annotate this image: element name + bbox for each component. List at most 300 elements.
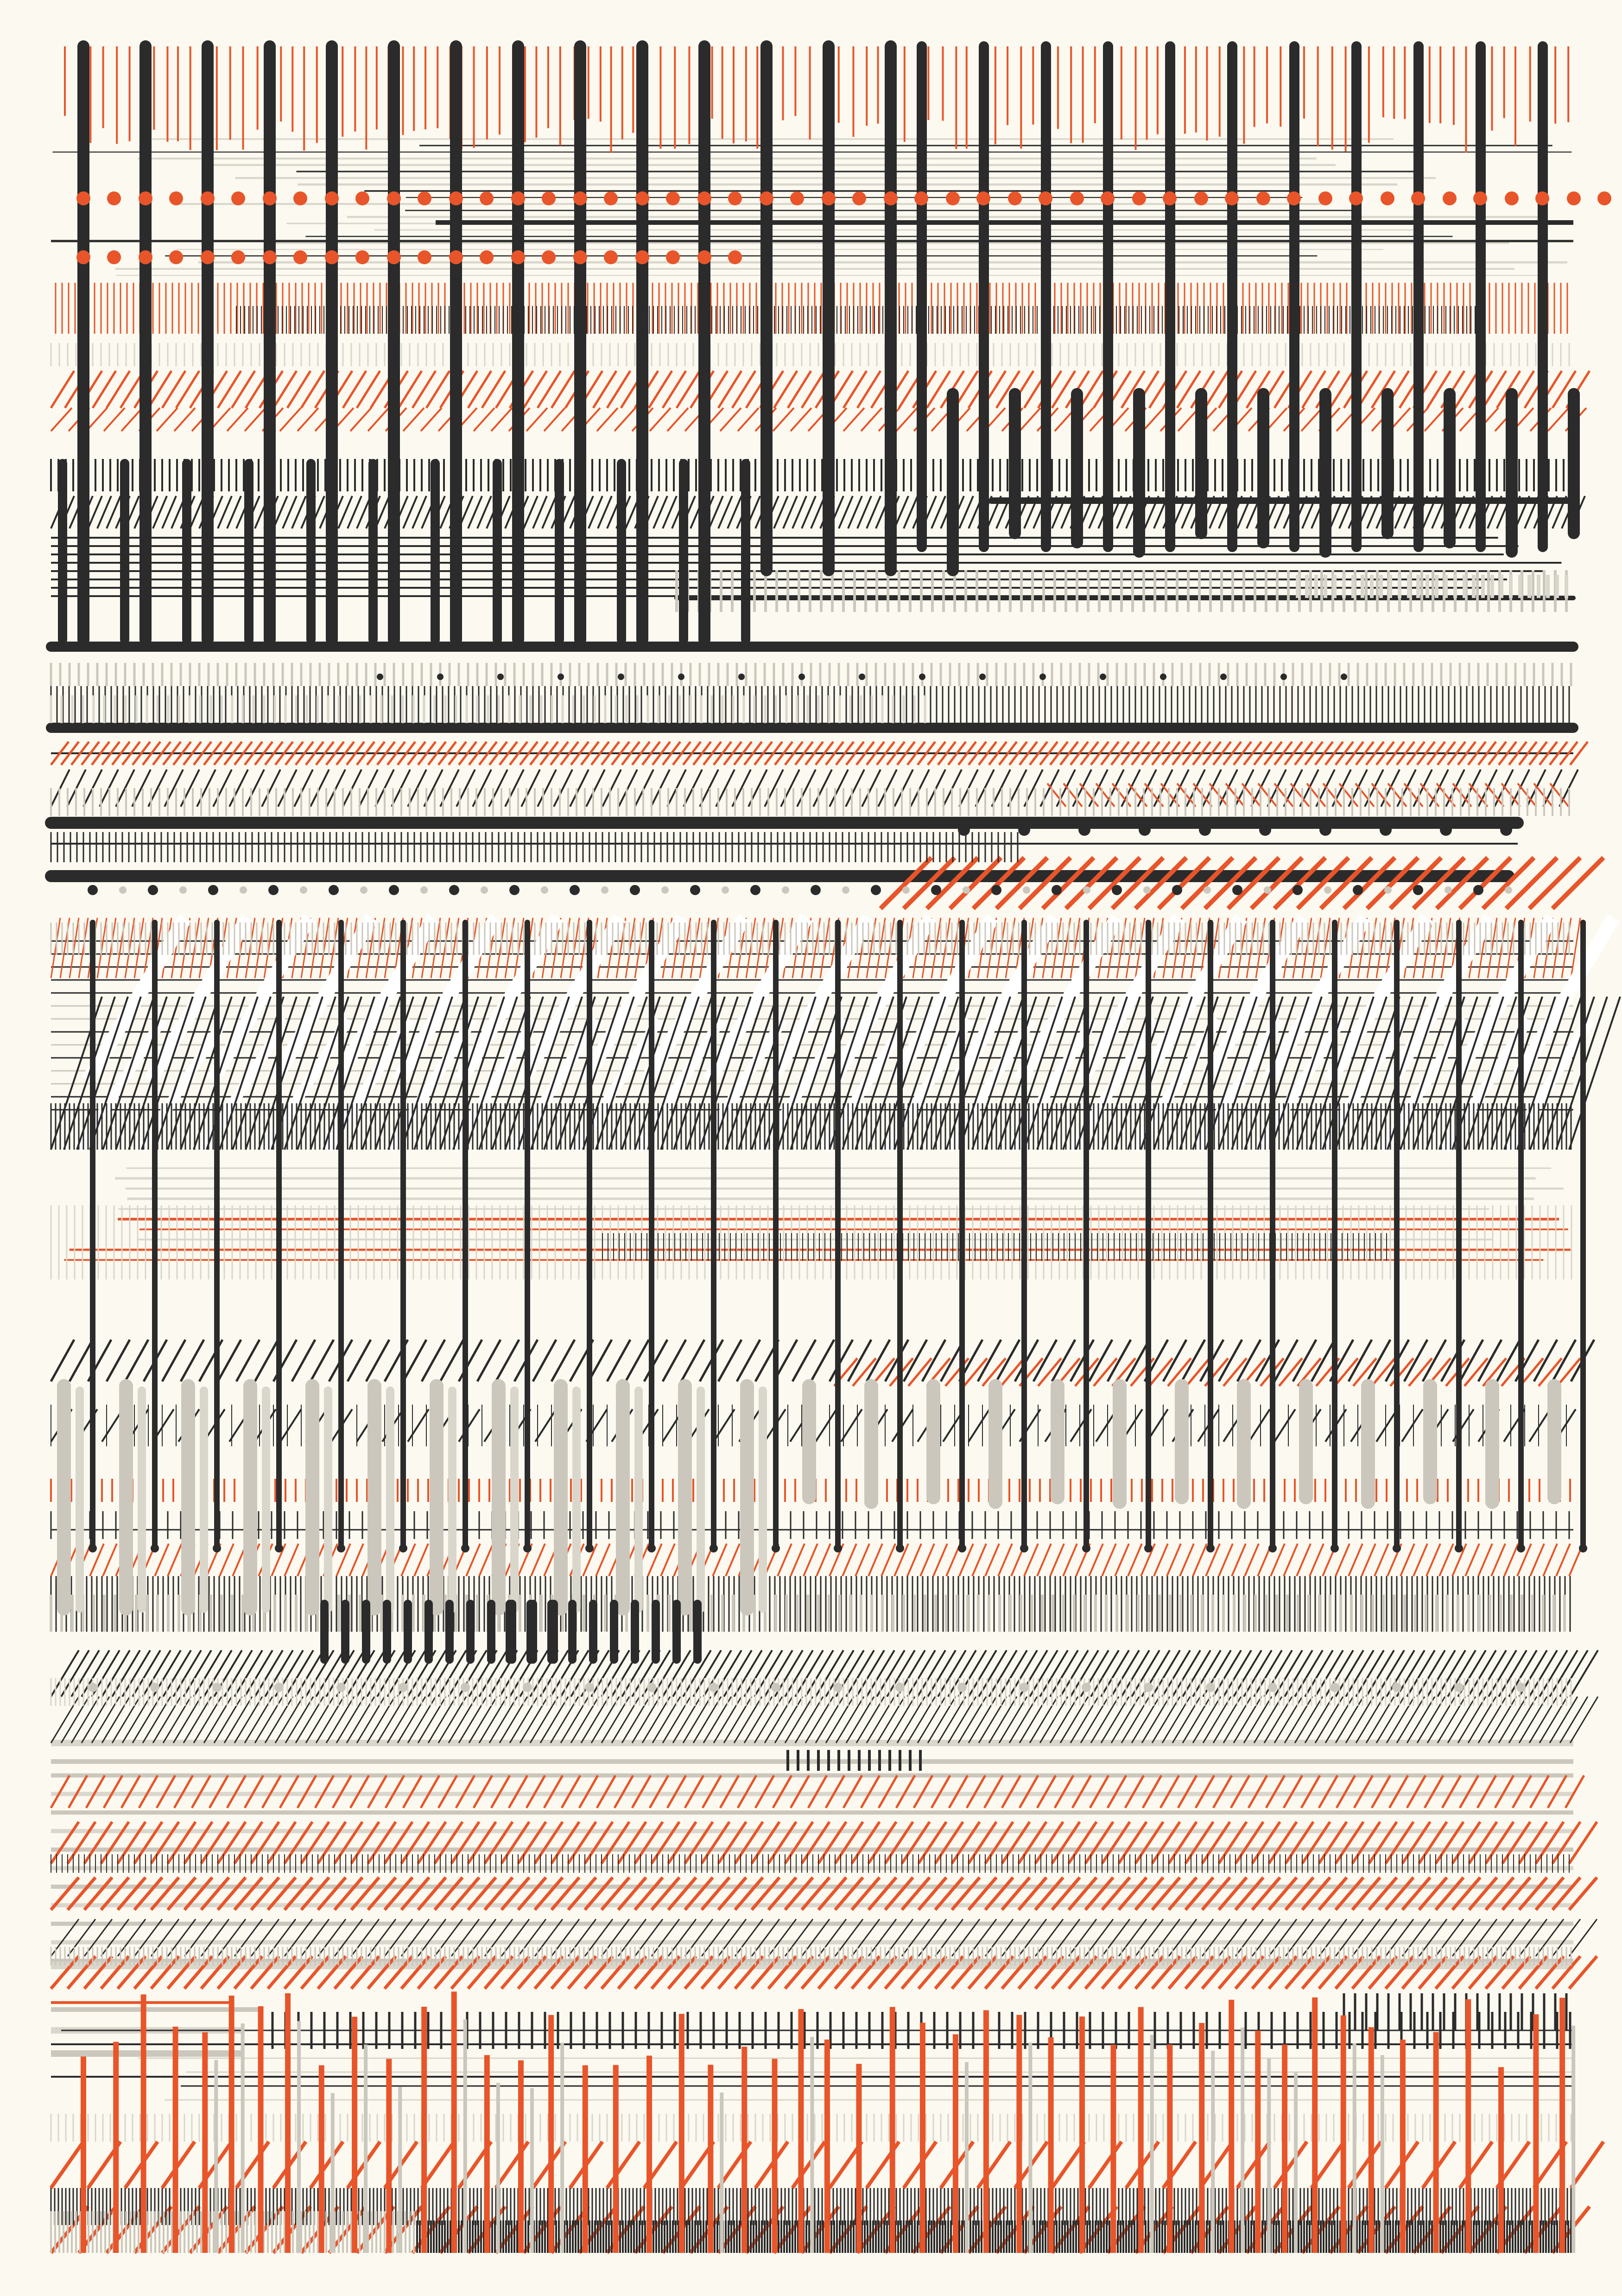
hatch-stroke [1367,858,1418,909]
hatch-stroke [868,1544,882,1576]
hatch-stroke [791,408,811,431]
hatch-stroke [792,1340,816,1381]
hatch-stroke [459,1409,480,1442]
hatch-stroke [1312,1340,1335,1381]
hatch-stroke [292,1340,315,1381]
hatch-stroke [768,1822,796,1864]
hatch-stroke [1274,2142,1307,2188]
hatch-stroke [996,918,1006,978]
hatch-stroke [526,408,547,431]
hatch-stroke [1196,1775,1214,1808]
hatch-stroke [927,371,950,408]
hatch-stroke [403,1775,422,1808]
hatch-stroke [1483,858,1534,909]
hatch-stroke [927,858,978,909]
hatch-stroke [1105,770,1124,807]
hatch-stroke [174,408,195,431]
hatch-stroke [685,1822,713,1864]
hatch-stroke [773,1775,792,1808]
hatch-stroke [1284,1544,1298,1576]
hatch-stroke [792,2142,825,2188]
hatch-stroke [1506,858,1557,909]
hatch-stroke [1367,1340,1390,1381]
hatch-stroke [551,1822,579,1864]
hatch-stroke [157,1775,175,1808]
hatch-stroke [438,1775,457,1808]
hatch-stroke [1219,1544,1233,1576]
hatch-stroke [1002,1775,1020,1808]
hatch-stroke [816,1409,836,1442]
hatch-stroke [1402,1822,1430,1864]
hatch-stroke [1486,1822,1514,1864]
hatch-stroke [298,1775,316,1808]
hatch-stroke [626,918,635,978]
hatch-stroke [1182,1340,1205,1381]
hatch-stroke [485,1822,513,1864]
hatch-stroke [738,1775,756,1808]
hatch-stroke [435,1822,463,1864]
hatch-stroke [1245,1544,1259,1576]
hatch-stroke [1043,858,1094,909]
hatch-stroke [335,1822,362,1864]
hatch-stroke [421,1775,439,1808]
hatch-stroke [804,1544,817,1576]
hatch-stroke [79,918,88,978]
hatch-stroke [262,1775,281,1808]
hatch-stroke [635,918,644,978]
hatch-stroke [69,1775,87,1808]
hatch-stroke [121,1775,140,1808]
hatch-stroke [781,770,799,807]
hatch-stroke [607,1340,630,1381]
hatch-stroke [1477,1775,1496,1808]
hatch-stroke [1154,1544,1168,1576]
hatch-stroke [718,1822,746,1864]
hatch-stroke [667,408,688,431]
hatch-stroke [852,1822,880,1864]
hatch-stroke [351,1822,379,1864]
hatch-stroke [1143,1775,1161,1808]
hatch-stroke [1552,1822,1580,1864]
hatch-stroke [967,1775,985,1808]
hatch-stroke [881,858,931,909]
hatch-stroke [1301,1775,1320,1808]
hatch-stroke [232,371,255,408]
hatch-stroke [1483,371,1506,408]
hatch-stroke [1497,1340,1520,1381]
hatch-stroke [650,408,671,431]
hatch-stroke [70,918,79,978]
hatch-stroke [843,1544,856,1576]
hatch-stroke [1252,1822,1280,1864]
hatch-stroke [134,918,144,978]
hatch-stroke [1536,1822,1564,1864]
hatch-stroke [1138,770,1156,807]
hatch-stroke [1284,1775,1302,1808]
hatch-stroke [1432,918,1441,978]
hatch-stroke [978,2142,1010,2188]
hatch-stroke [677,371,700,408]
hatch-stroke [1404,1340,1427,1381]
hatch-stroke [421,408,442,431]
hatch-stroke [320,918,329,978]
hatch-stroke [876,918,885,978]
hatch-stroke [107,1340,130,1381]
hatch-stroke [273,371,297,408]
hatch-stroke [896,1775,915,1808]
hatch-stroke [1530,1775,1549,1808]
hatch-stroke [973,858,1024,909]
hatch-stroke [403,1340,426,1381]
hatch-stroke [735,1822,763,1864]
hatch-stroke [811,1340,834,1381]
hatch-stroke [998,1544,1012,1576]
hatch-stroke [1200,2142,1233,2188]
hatch-stroke [538,371,561,408]
hatch-stroke [176,371,199,408]
hatch-stroke [139,1775,158,1808]
hatch-stroke [482,371,505,408]
hatch-stroke [1020,858,1071,909]
hatch-stroke [885,1340,908,1381]
hatch-stroke [1497,918,1506,978]
hatch-stroke [280,408,301,431]
hatch-stroke [157,408,177,431]
hatch-stroke [1121,770,1140,807]
hatch-stroke [218,1340,241,1381]
hatch-stroke [1231,1775,1249,1808]
hatch-stroke [1478,1340,1502,1381]
hatch-stroke [368,408,389,431]
hatch-stroke [1495,1775,1514,1808]
hatch-stroke [1425,1775,1443,1808]
hatch-stroke [168,1822,196,1864]
hatch-stroke [184,1822,212,1864]
hatch-stroke [1178,1775,1197,1808]
hatch-stroke [626,1340,649,1381]
hatch-stroke [904,858,955,909]
hatch-stroke [97,918,107,978]
hatch-stroke [791,1775,809,1808]
hatch-stroke [1119,1822,1147,1864]
hatch-stroke [802,1822,830,1864]
hatch-stroke [1108,1775,1126,1808]
hatch-stroke [318,1822,346,1864]
hatch-stroke [718,371,741,408]
hatch-stroke [349,1544,363,1576]
hatch-stroke [818,1822,846,1864]
hatch-stroke [234,1822,262,1864]
hatch-stroke [1534,1340,1557,1381]
hatch-stroke [1112,858,1163,909]
hatch-stroke [121,408,142,431]
hatch-stroke [667,1775,686,1808]
hatch-stroke [412,371,436,408]
hatch-stroke [949,1775,968,1808]
hatch-stroke [1548,408,1569,431]
hatch-stroke [1349,1544,1362,1576]
hatch-stroke [1569,1822,1597,1864]
hatch-stroke [618,1822,646,1864]
hatch-stroke [1152,1822,1180,1864]
hatch-stroke [702,1822,729,1864]
hatch-stroke [1266,1775,1285,1808]
hatch-stroke [551,1340,575,1381]
hatch-stroke [51,408,72,431]
hatch-stroke [1033,1340,1057,1381]
hatch-stroke [714,1409,735,1442]
hatch-stroke [1319,1822,1347,1864]
hatch-stroke [1455,371,1478,408]
hatch-stroke [368,1822,396,1864]
hatch-stroke [632,1775,651,1808]
hatch-stroke [1389,1775,1408,1808]
hatch-stroke [86,1775,105,1808]
hatch-stroke [820,918,830,978]
hatch-stroke [952,1822,980,1864]
hatch-stroke [148,371,171,408]
hatch-stroke [1089,770,1108,807]
hatch-stroke [162,1340,185,1381]
hatch-stroke [791,1544,805,1576]
hatch-stroke [1089,1340,1112,1381]
hatch-stroke [1430,770,1448,807]
hatch-stroke [1344,858,1395,909]
hatch-stroke [718,1340,741,1381]
hatch-stroke [720,408,741,431]
hatch-stroke [848,1340,871,1381]
hatch-stroke [1286,1822,1313,1864]
hatch-stroke [685,1775,703,1808]
hatch-stroke [703,1775,721,1808]
hatch-stroke [1502,1822,1530,1864]
hatch-stroke [984,1775,1003,1808]
hatch-stroke [526,1775,545,1808]
hatch-stroke [1143,408,1164,431]
hatch-stroke [579,1775,598,1808]
hatch-stroke [474,1775,492,1808]
hatch-stroke [51,918,60,978]
hatch-stroke [104,1775,122,1808]
hatch-stroke [1089,2142,1121,2188]
hatch-stroke [996,858,1047,909]
hatch-stroke [1419,1822,1447,1864]
hatch-stroke [1274,1340,1298,1381]
hatch-stroke [245,408,266,431]
hatch-stroke [896,408,917,431]
hatch-stroke [978,1340,1001,1381]
hatch-stroke [920,1544,934,1576]
hatch-stroke [451,1822,479,1864]
hatch-stroke [1413,770,1432,807]
hatch-stroke [1035,1822,1063,1864]
hatch-stroke [857,371,881,408]
hatch-stroke [538,770,556,807]
hatch-stroke [262,770,280,807]
hatch-stroke [668,1822,696,1864]
hatch-stroke [969,1409,989,1442]
hatch-stroke [879,1775,897,1808]
hatch-stroke [104,408,125,431]
hatch-stroke [1400,1544,1414,1576]
hatch-stroke [1256,1340,1279,1381]
hatch-stroke [933,1544,947,1576]
hatch-stroke [663,371,686,408]
hatch-stroke [551,371,575,408]
hatch-stroke [51,2142,83,2188]
hatch-stroke [51,371,74,408]
hatch-stroke [518,1822,546,1864]
hatch-stroke [403,408,424,431]
hatch-stroke [350,1775,369,1808]
hatch-stroke [1160,1775,1179,1808]
hatch-stroke [830,770,848,807]
hatch-stroke [190,918,199,978]
hatch-stroke [1205,371,1228,408]
hatch-stroke [1182,858,1233,909]
hatch-stroke [1460,858,1511,909]
hatch-stroke [969,1822,996,1864]
hatch-stroke [596,1544,610,1576]
hatch-stroke [1330,371,1353,408]
hatch-stroke [1402,1409,1423,1442]
hatch-stroke [597,1775,615,1808]
hatch-stroke [1020,1775,1038,1808]
hatch-stroke [867,1340,890,1381]
hatch-stroke [385,1822,412,1864]
hatch-stroke [1365,770,1383,807]
hatch-stroke [535,1409,556,1442]
hatch-stroke [93,371,116,408]
hatch-stroke [931,1775,950,1808]
hatch-stroke [408,1409,429,1442]
hatch-stroke [797,770,816,807]
hatch-stroke [1372,1775,1390,1808]
hatch-stroke [644,1340,667,1381]
hatch-stroke [1072,1775,1091,1808]
hatch-stroke [1552,1340,1576,1381]
hatch-stroke [1128,1544,1142,1576]
hatch-stroke [1321,858,1372,909]
hatch-stroke [103,1544,117,1576]
hatch-stroke [914,1775,932,1808]
hatch-stroke [691,918,700,978]
hatch-stroke [1529,858,1580,909]
hatch-stroke [1519,1822,1547,1864]
hatch-stroke [245,1775,263,1808]
hatch-stroke [1055,1775,1073,1808]
hatch-stroke [755,1775,774,1808]
hatch-stroke [51,1822,79,1864]
hatch-stroke [1460,1340,1483,1381]
hatch-stroke [107,371,130,408]
hatch-stroke [720,1775,739,1808]
hatch-stroke [236,1340,260,1381]
hatch-stroke [773,408,794,431]
hatch-stroke [70,1340,93,1381]
hatch-stroke [301,371,324,408]
hatch-stroke [1362,1544,1375,1576]
hatch-stroke [366,1340,389,1381]
hatch-stroke [1293,1340,1316,1381]
hatch-stroke [1050,1544,1064,1576]
hatch-stroke [861,1775,880,1808]
hatch-stroke [227,408,248,431]
hatch-stroke [1236,1822,1263,1864]
hatch-stroke [220,1544,234,1576]
hatch-stroke [1069,1822,1096,1864]
hatch-stroke [817,1544,830,1576]
hatch-stroke [1219,1340,1242,1381]
hatch-stroke [1071,1340,1094,1381]
hatch-stroke [287,371,310,408]
hatch-stroke [201,1822,229,1864]
hatch-stroke [491,1775,510,1808]
hatch-stroke [399,371,422,408]
hatch-stroke [524,371,547,408]
hatch-stroke [738,408,759,431]
hatch-stroke [1426,1544,1440,1576]
hatch-stroke [285,1822,312,1864]
hatch-stroke [1375,1544,1388,1576]
hatch-stroke [1205,858,1256,909]
hatch-stroke [1090,1775,1109,1808]
hatch-stroke [505,770,524,807]
hatch-stroke [246,770,264,807]
hatch-stroke [218,371,241,408]
hatch-stroke [440,1340,463,1381]
hatch-stroke [1390,858,1441,909]
hatch-stroke [51,1340,74,1381]
hatch-stroke [826,1775,844,1808]
hatch-stroke [298,408,318,431]
hatch-stroke [375,918,385,978]
hatch-stroke [468,1822,496,1864]
hatch-stroke [348,1340,371,1381]
hatch-stroke [162,2142,195,2188]
hatch-stroke [1037,1775,1056,1808]
hatch-stroke [357,371,380,408]
hatch-stroke [1066,858,1117,909]
hatch-stroke [1413,858,1464,909]
hatch-stroke [1423,1340,1446,1381]
hatch-stroke [255,1340,278,1381]
hatch-stroke [1556,1544,1570,1576]
hatch-stroke [602,1822,629,1864]
hatch-stroke [368,1775,386,1808]
hatch-stroke [843,371,867,408]
hatch-stroke [535,1822,563,1864]
hatch-stroke [1548,1775,1566,1808]
hatch-stroke [1441,918,1451,978]
hatch-stroke [1089,858,1140,909]
hatch-stroke [1159,858,1210,909]
hatch-stroke [1423,2142,1455,2188]
hatch-stroke [554,770,572,807]
hatch-stroke [1052,1822,1080,1864]
hatch-stroke [1319,1775,1337,1808]
hatch-stroke [440,918,450,978]
hatch-stroke [459,1340,482,1381]
hatch-stroke [635,1822,663,1864]
hatch-stroke [788,371,811,408]
hatch-stroke [972,1544,986,1576]
hatch-stroke [855,1544,869,1576]
hatch-stroke [661,1544,675,1576]
hatch-stroke [51,1775,70,1808]
hatch-stroke [474,408,494,431]
hatch-stroke [197,770,215,807]
